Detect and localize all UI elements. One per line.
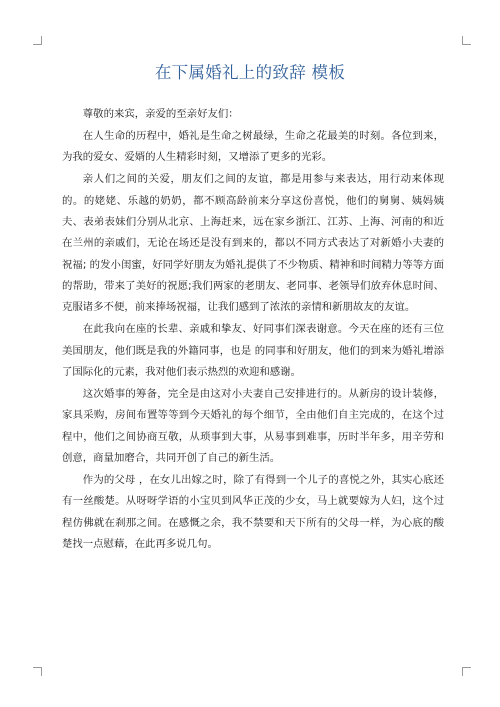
crop-mark-top-left (33, 36, 42, 45)
paragraph: 在人生命的历程中，婚礼是生命之树最绿，生命之花最美的时刻。各位到来，为我的爱女、爱婿的人生精彩时刻，又增添了更多的光彩。 (62, 130, 444, 164)
paragraph-greeting: 尊敬的来宾，亲爱的至亲好友们： (82, 108, 239, 120)
crop-mark-bottom-right (462, 667, 471, 676)
document-body (62, 104, 444, 556)
paragraph: 作为的父母 ，在女儿出嫁之时，除了有得到一个儿子的喜悦之外，其实心底还有一丝酸楚。从呀呀学语的小宝贝到风华正茂的少女，马上就要嫁为人妇，这个过程仿佛就在刹那之间。在感慨之余，我不禁要和天下所有的父母一样，为心底的酸楚找一点慰藉，在此再多说几句。 (62, 474, 444, 550)
document-title: 在下属婚礼上的致辞 模板 (154, 63, 346, 82)
crop-mark-bottom-left (33, 667, 42, 676)
paragraph: 在此我向在座的长辈、亲戚和挚友、好同事们深表谢意。今天在座的还有三位美国朋友，他们既是我的外籍同事，也是 的同事和好朋友，他们的到来为婚礼增添了国际化的元素，我对他们表示热烈的欢迎和感谢。 (62, 323, 444, 378)
paragraph: 这次婚事的筹备，完全是由这对小夫妻自己安排进行的。从新房的设计装修，家具采购，房间布置等等到今天婚礼的每个细节，全由他们自主完成的，在这个过程中，他们之间协商互敬，从琐事到大事，从易事到难事，历时半年多，用辛劳和创意，商量加磨合，共同开创了自己的新生活。 (62, 388, 444, 464)
crop-mark-top-right (462, 36, 471, 45)
paragraph: 亲人们之间的关爱，朋友们之间的友谊，都是用参与来表达，用行动来体现的。的姥姥、乐越的奶奶，都不顾高龄前来分享这份喜悦，他们的舅舅、姨妈姨夫、表弟表妹们分别从北京、上海赶来，远在家乡浙江、江苏、上海、河南的和近在兰州的亲戚们，无论在场还是没有到来的，都以不同方式表达了对新婚小夫妻的祝福; 的发小闺蜜，好同学好朋友为婚礼提供了不少物质、精神和时间精力等等方面的帮助，带来了美好的祝愿;我们两家的老朋友、老同事、老领导们放弃休息时间、克服诸多不便，前来捧场祝福，让我们感到了浓浓的亲情和新朋故友的友谊。 (62, 173, 444, 314)
